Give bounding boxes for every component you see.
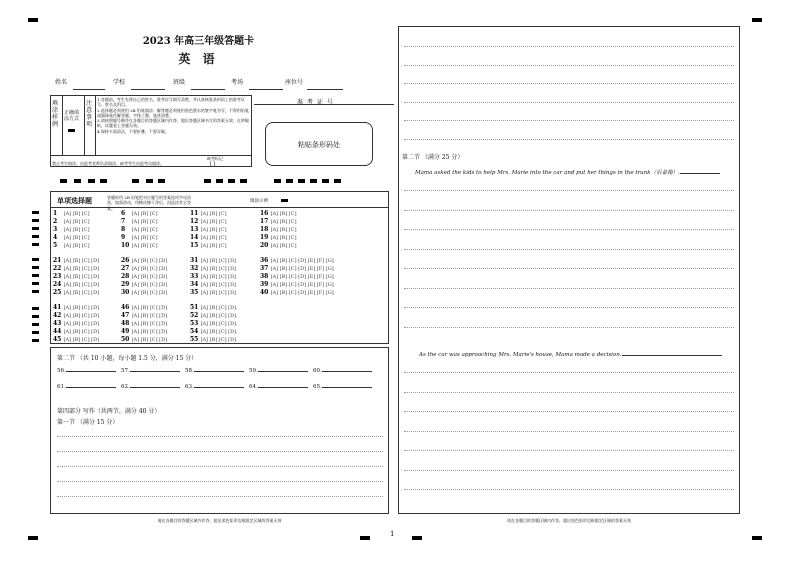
writing-line[interactable] (57, 466, 383, 467)
choice-example-label: 填涂示例 (250, 199, 268, 204)
question-number: 45 (53, 336, 62, 343)
answer-options[interactable]: [A] [B] [C] [D] (62, 282, 100, 288)
answer-options[interactable]: [A] [B] [C] [D] [E] [F] [G] (269, 274, 334, 280)
choice-question[interactable] (260, 243, 297, 249)
writing-line[interactable] (57, 496, 383, 497)
question-number: 24 (53, 281, 62, 288)
blank-number: 65. (313, 384, 322, 390)
answer-options[interactable]: [A] [B] [C] [D] (62, 337, 100, 343)
writing-line[interactable] (404, 307, 734, 308)
absent-note: 禁止考生填涂，由监考老师负责填涂。缺考考生由监考员填涂。 (52, 161, 164, 166)
choice-question[interactable] (53, 274, 99, 280)
choice-example-fill (281, 199, 288, 202)
writing-line[interactable] (404, 392, 734, 393)
answer-options[interactable]: [A] [B] [C] (269, 211, 297, 217)
question-number: 13 (190, 226, 199, 233)
choice-question[interactable] (53, 290, 99, 296)
choice-question[interactable] (121, 313, 167, 319)
answer-options[interactable]: [A] [B] [C] [D] (199, 329, 237, 335)
answer-options[interactable]: [A] [B] [C] (130, 227, 158, 233)
answer-options[interactable]: [A] [B] [C] (130, 219, 158, 225)
question-number: 50 (121, 336, 130, 343)
question-number: 28 (121, 273, 130, 280)
writing-line[interactable] (404, 65, 734, 66)
writing-line[interactable] (404, 489, 734, 490)
answer-options[interactable]: [A] [B] [C] (62, 219, 90, 225)
blank-number: 61. (57, 384, 66, 390)
answer-options[interactable]: [A] [B] [C] (62, 211, 90, 217)
choice-question[interactable] (53, 266, 99, 272)
question-number: 38 (260, 273, 269, 280)
question-number: 53 (190, 320, 199, 327)
question-number: 2 (53, 218, 58, 225)
answer-options[interactable]: [A] [B] [C] [D] (62, 305, 100, 311)
answer-options[interactable]: [A] [B] [C] (62, 235, 90, 241)
answer-options[interactable]: [A] [B] [C] [D] (130, 305, 168, 311)
question-number: 48 (121, 320, 130, 327)
question-number: 23 (53, 273, 62, 280)
choice-question[interactable] (121, 266, 167, 272)
question-number: 7 (121, 218, 126, 225)
positioning-mark-bottom-left (28, 536, 38, 540)
answer-options[interactable]: [A] [B] [C] (130, 243, 158, 249)
question-number: 42 (53, 312, 62, 319)
question-number: 47 (121, 312, 130, 319)
question-number: 30 (121, 289, 130, 296)
answer-options[interactable]: [A] [B] [C] (130, 211, 158, 217)
answer-options[interactable]: [A] [B] [C] [D] (62, 258, 100, 264)
choice-question[interactable] (121, 211, 158, 217)
answer-options[interactable]: [A] [B] [C] [D] (62, 329, 100, 335)
writing-line[interactable] (57, 436, 383, 437)
positioning-mark-top-left (28, 18, 38, 22)
info-fields (55, 80, 355, 90)
question-number: 25 (53, 289, 62, 296)
question-number: 37 (260, 265, 269, 272)
question-number: 35 (190, 289, 199, 296)
choice-question[interactable] (121, 290, 167, 296)
answer-options[interactable]: [A] [B] [C] [D] (62, 274, 100, 280)
writing-line[interactable] (404, 411, 734, 412)
answer-options[interactable]: [A] [B] [C] [D] (130, 282, 168, 288)
choice-question[interactable] (121, 258, 167, 264)
continuation-prompt-1-text: Mama asked the kids to help Mrs. Marie into the car and put her things in the trunk（后备箱）. (415, 170, 680, 176)
fill-blank[interactable] (249, 384, 308, 390)
fill-blank[interactable] (57, 368, 116, 374)
correct-fill-label: 正确填涂方式 (64, 110, 80, 122)
answer-options[interactable]: [A] [B] [C] [D] (199, 321, 237, 327)
choice-question[interactable] (190, 219, 227, 225)
note-item: 3.请按照题号顺序在各题目的答题区域内作答，超出答题区域书写的答案无效；在草稿纸、试题卷上答题无效。 (97, 118, 249, 129)
subject-title: 英 语 (178, 52, 219, 66)
choice-question[interactable] (53, 337, 99, 343)
question-number: 40 (260, 289, 269, 296)
blank-number: 62. (121, 384, 130, 390)
answer-options[interactable]: [A] [B] [C] [D] (130, 337, 168, 343)
question-number: 19 (260, 234, 269, 241)
blank-number: 63. (185, 384, 194, 390)
choice-question[interactable] (121, 305, 167, 311)
fill-blank[interactable] (249, 368, 308, 374)
answer-options[interactable]: [A] [B] [C] (269, 243, 297, 249)
writing-line[interactable] (404, 268, 734, 269)
writing-line[interactable] (404, 470, 734, 471)
continuation-prompt-2-text: As the car was approaching Mrs. Marie's house, Mama made a decision. (419, 352, 622, 358)
answer-options[interactable]: [A] [B] [C] (62, 243, 90, 249)
barcode-label: 粘贴条形码处 (298, 141, 340, 149)
field-room-label: 考场 (231, 79, 244, 86)
choice-question[interactable] (53, 313, 99, 319)
question-number: 54 (190, 328, 199, 335)
question-number: 1 (53, 210, 58, 217)
field-name-input[interactable] (73, 89, 105, 90)
choice-question[interactable] (260, 266, 334, 272)
footer-note-left: 请在各题目的答题区域内作答，超出黑色矩形边框限定区域的答案无效 (157, 518, 282, 523)
blank-number: 60. (313, 368, 322, 374)
writing-line[interactable] (404, 372, 734, 373)
question-number: 12 (190, 218, 199, 225)
question-number: 26 (121, 257, 130, 264)
choice-question[interactable] (260, 274, 334, 280)
writing-line[interactable] (404, 327, 734, 328)
choice-question[interactable] (53, 219, 90, 225)
answer-options[interactable]: [A] [B] [C] (199, 219, 227, 225)
timing-marks (60, 179, 380, 184)
choice-question[interactable] (190, 313, 236, 319)
answer-options[interactable]: [A] [B] [C] [D] [E] [F] [G] (269, 258, 334, 264)
choice-question[interactable] (121, 337, 167, 343)
question-number: 27 (121, 265, 130, 272)
field-class-label: 班级 (173, 79, 186, 86)
question-number: 55 (190, 336, 199, 343)
choice-question[interactable] (53, 227, 90, 233)
question-number: 33 (190, 273, 199, 280)
choice-question[interactable] (190, 290, 236, 296)
writing-area-right (398, 26, 740, 514)
question-number: 49 (121, 328, 130, 335)
question-number: 34 (190, 281, 199, 288)
absent-label: 缺考标记 (207, 156, 223, 161)
question-number: 17 (260, 218, 269, 225)
blank-number: 64. (249, 384, 258, 390)
writing-line[interactable] (404, 120, 734, 121)
choice-question[interactable] (121, 219, 158, 225)
exam-id-label: 准 考 证 号 (297, 99, 334, 106)
question-number: 15 (190, 242, 199, 249)
writing-line[interactable] (404, 210, 734, 211)
answer-options[interactable]: [A] [B] [C] (199, 227, 227, 233)
positioning-mark-mid-left (360, 536, 370, 540)
footer-note-right: 请在各题目的答题区域内作答，超出黑色矩形边框限定区域的答案无效 (507, 518, 631, 523)
choice-question[interactable] (190, 266, 236, 272)
choice-question[interactable] (121, 235, 158, 241)
blank-number: 57. (121, 368, 130, 374)
choice-question[interactable] (53, 321, 99, 327)
answer-options[interactable]: [A] [B] [C] (269, 219, 297, 225)
answer-options[interactable]: [A] [B] [C] [D] (199, 274, 237, 280)
question-number: 22 (53, 265, 62, 272)
choice-question[interactable] (190, 235, 227, 241)
question-number: 39 (260, 281, 269, 288)
fill-blank[interactable] (313, 384, 372, 390)
choice-question[interactable] (121, 329, 167, 335)
question-number: 18 (260, 226, 269, 233)
question-number: 5 (53, 242, 58, 249)
choice-instructions: 答题时用 2B 铅笔把对应题号的答案选项字母涂黑，如需改动，用橡皮擦干净后，再选涂其它答案。 (107, 195, 192, 211)
answer-options[interactable]: [A] [B] [C] [D] (130, 258, 168, 264)
fill-blank[interactable] (121, 368, 180, 374)
answer-options[interactable]: [A] [B] [C] [D] (62, 313, 100, 319)
blank-number: 59. (249, 368, 258, 374)
question-number: 4 (53, 234, 58, 241)
question-number: 36 (260, 257, 269, 264)
question-number: 44 (53, 328, 62, 335)
question-number: 51 (190, 304, 199, 311)
blank-number: 58. (185, 368, 194, 374)
fill-blank[interactable] (121, 384, 180, 390)
part4-title: 第四部分 写作（共两节，满分 40 分） (57, 408, 161, 415)
answer-options[interactable]: [A] [B] [C] (199, 243, 227, 249)
positioning-mark-mid-right (412, 536, 422, 540)
field-room-input[interactable] (249, 89, 283, 90)
answer-options[interactable]: [A] [B] [C] [D] (130, 290, 168, 296)
answer-options[interactable]: [A] [B] [C] (269, 227, 297, 233)
choice-question[interactable] (190, 321, 236, 327)
answer-options[interactable]: [A] [B] [C] [D] (199, 282, 237, 288)
choice-question[interactable] (190, 274, 236, 280)
fill-blank[interactable] (185, 384, 244, 390)
choice-title: 单项选择题 (57, 196, 92, 205)
answer-options[interactable]: [A] [B] [C] [D] (199, 337, 237, 343)
answer-options[interactable]: [A] [B] [C] (199, 235, 227, 241)
field-school-input[interactable] (131, 89, 165, 90)
continuation-prompt-1 (415, 168, 737, 176)
writing-line[interactable] (404, 139, 734, 140)
question-number: 29 (121, 281, 130, 288)
question-number: 11 (190, 210, 199, 217)
answer-options[interactable]: [A] [B] [C] [D] (62, 266, 100, 272)
section2-title: 第二节 （共 10 小题，每小题 1.5 分，满分 15 分） (57, 355, 198, 362)
choice-question[interactable] (53, 243, 90, 249)
row-timing-marks (32, 211, 42, 341)
fill-blank[interactable] (313, 368, 372, 374)
question-number: 52 (190, 312, 199, 319)
correct-fill-sample (68, 129, 75, 132)
notes-list (97, 97, 249, 134)
question-number: 21 (53, 257, 62, 264)
choice-question[interactable] (190, 258, 236, 264)
writing-line[interactable] (404, 83, 734, 84)
note-item: 2.选择题必须使用 2B 铅笔填涂；解答题必须使用黑色墨水的签字笔书写，不得用铅笔或圆珠笔作解答题；字体工整、笔迹清楚。 (97, 107, 249, 118)
question-number: 20 (260, 242, 269, 249)
answer-options[interactable]: [A] [B] [C] [D] (199, 313, 237, 319)
writing-line[interactable] (404, 249, 734, 250)
question-number: 31 (190, 257, 199, 264)
choice-question[interactable] (190, 329, 236, 335)
notes-label: 注意事项 (86, 100, 93, 128)
choice-question[interactable] (260, 235, 297, 241)
writing-line[interactable] (57, 451, 383, 452)
choice-question[interactable] (53, 235, 90, 241)
blank-number: 56. (57, 368, 66, 374)
writing-line[interactable] (57, 481, 383, 482)
page-number: 1 (390, 530, 395, 538)
answer-options[interactable]: [A] [B] [C] [D] (130, 321, 168, 327)
writing-line[interactable] (404, 102, 734, 103)
answer-options[interactable]: [A] [B] [C] [D] (62, 321, 100, 327)
choice-question[interactable] (260, 258, 334, 264)
writing-sub2-title: 第二节 （满分 25 分） (402, 154, 464, 161)
choice-question[interactable] (121, 243, 158, 249)
field-seat-input[interactable] (307, 89, 343, 90)
answer-options[interactable]: [A] [B] [C] [D] (130, 329, 168, 335)
answer-options[interactable]: [A] [B] [C] (130, 235, 158, 241)
choice-question[interactable] (260, 282, 334, 288)
field-school-label: 学校 (113, 79, 126, 86)
writing-line[interactable] (404, 288, 734, 289)
choice-question[interactable] (121, 227, 158, 233)
answer-options[interactable]: [A] [B] [C] [D] (199, 266, 237, 272)
answer-options[interactable]: [A] [B] [C] [D] (199, 290, 237, 296)
page-title: 2023 年高三年级答题卡 (142, 36, 255, 47)
answer-options[interactable]: [A] [B] [C] [D] [E] [F] [G] (269, 282, 334, 288)
choice-question[interactable] (260, 211, 297, 217)
writing-line[interactable] (404, 431, 734, 432)
writing-line[interactable] (404, 229, 734, 230)
question-number: 46 (121, 304, 130, 311)
choice-question[interactable] (190, 211, 227, 217)
choice-question[interactable] (53, 282, 99, 288)
choice-question[interactable] (190, 305, 236, 311)
choice-question[interactable] (260, 227, 297, 233)
answer-options[interactable]: [A] [B] [C] [D] (130, 313, 168, 319)
writing-line[interactable] (404, 190, 734, 191)
answer-options[interactable]: [A] [B] [C] [D] (199, 258, 237, 264)
answer-options[interactable]: [A] [B] [C] (62, 227, 90, 233)
choice-question[interactable] (260, 219, 297, 225)
question-number: 32 (190, 265, 199, 272)
question-number: 3 (53, 226, 58, 233)
note-item: 4.保持卡面清洁，不要折叠，不要弄破。 (97, 128, 169, 134)
answer-options[interactable]: [A] [B] [C] (269, 235, 297, 241)
question-number: 8 (121, 226, 126, 233)
positioning-mark-bottom-right (752, 536, 762, 540)
choice-question[interactable] (121, 274, 167, 280)
fill-example-label: 填涂样例 (52, 100, 59, 128)
answer-options[interactable]: [A] [B] [C] [D] [E] [F] [G] (269, 266, 334, 272)
answer-options[interactable]: [A] [B] [C] (199, 211, 227, 217)
question-number: 6 (121, 210, 126, 217)
choice-question[interactable] (260, 290, 334, 296)
question-number: 41 (53, 304, 62, 311)
question-number: 16 (260, 210, 269, 217)
choice-question[interactable] (53, 211, 90, 217)
field-class-input[interactable] (191, 89, 225, 90)
choice-question[interactable] (53, 305, 99, 311)
field-name-label: 姓名 (55, 79, 68, 86)
choice-question[interactable] (190, 337, 236, 343)
answer-options[interactable]: [A] [B] [C] [D] (130, 274, 168, 280)
choice-question[interactable] (190, 243, 227, 249)
question-number: 9 (121, 234, 126, 241)
answer-options[interactable]: [A] [B] [C] [D] (62, 290, 100, 296)
writing-line[interactable] (404, 450, 734, 451)
choice-question[interactable] (190, 227, 227, 233)
choice-question[interactable] (53, 329, 99, 335)
fill-blank[interactable] (57, 384, 116, 390)
answer-options[interactable]: [A] [B] [C] [D] (130, 266, 168, 272)
positioning-mark-top-right (752, 18, 762, 22)
choice-question[interactable] (53, 258, 99, 264)
writing-sub1-title: 第一节 （满分 15 分） (57, 419, 119, 426)
question-number: 10 (121, 242, 130, 249)
answer-options[interactable]: [A] [B] [C] [D] (199, 305, 237, 311)
choice-question[interactable] (190, 282, 236, 288)
choice-question[interactable] (121, 321, 167, 327)
question-number: 14 (190, 234, 199, 241)
answer-options[interactable]: [A] [B] [C] [D] [E] [F] [G] (269, 290, 334, 296)
fill-blank[interactable] (185, 368, 244, 374)
writing-line[interactable] (404, 46, 734, 47)
choice-question[interactable] (121, 282, 167, 288)
note-item: 1.答题前，考生先将自己的姓名，准考证号填写清楚，并认真核准条形码上的准考证号、姓名及科目。 (97, 97, 245, 108)
continuation-prompt-2 (419, 352, 737, 358)
field-seat-label: 座位号 (285, 79, 304, 86)
question-number: 43 (53, 320, 62, 327)
absent-checkbox[interactable]: [ ] (210, 161, 216, 167)
